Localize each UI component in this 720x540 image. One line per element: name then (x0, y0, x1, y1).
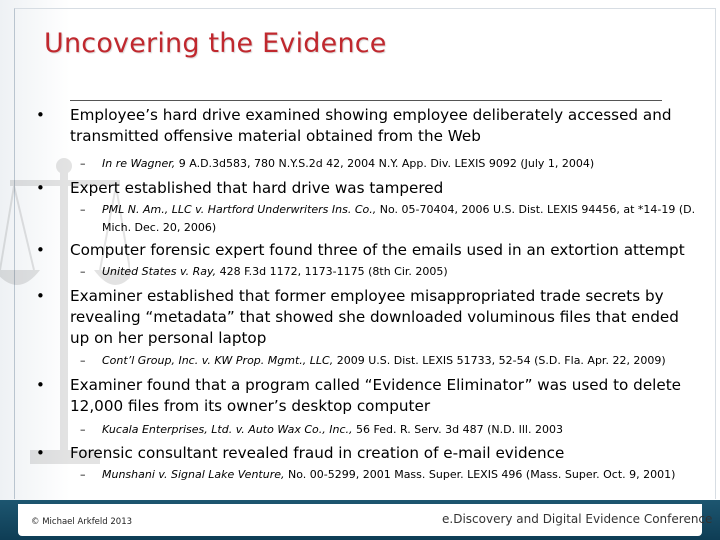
en-dash: – (80, 423, 86, 436)
bullet-dot: • (36, 444, 45, 462)
case-name: United States v. Ray, (102, 265, 217, 278)
list-item (36, 286, 696, 370)
case-name: Kucala Enterprises, Ltd. v. Auto Wax Co., Inc., (102, 423, 353, 436)
case-name: PML N. Am., LLC v. Hartford Underwriters Ins. Co., (102, 203, 377, 216)
citation-text (102, 352, 696, 370)
bullet-dot: • (36, 241, 45, 259)
case-name: Cont’l Group, Inc. v. KW Prop. Mgmt., LLC, (102, 354, 334, 367)
bullet-text: Forensic consultant revealed fraud in creation of e-mail evidence (70, 444, 565, 462)
list-item (36, 240, 696, 281)
citation-text (102, 466, 696, 484)
slide-title: Uncovering the Evidence (44, 28, 387, 59)
en-dash: – (80, 468, 86, 481)
list-item (36, 443, 696, 484)
citation-text (102, 155, 696, 173)
citation-text (102, 201, 696, 237)
bullet-text: Examiner established that former employee misappropriated trade secrets by revealing “metadata” that showed she downloaded voluminous files that ended up on her personal laptop (70, 287, 679, 347)
en-dash: – (80, 265, 86, 278)
copyright-text: © Michael Arkfeld 2013 (31, 517, 133, 527)
citation (70, 201, 696, 237)
case-cite: 9 A.D.3d583, 780 N.Y.S.2d 42, 2004 N.Y. App. Div. LEXIS 9092 (July 1, 2004) (175, 157, 595, 170)
en-dash: – (80, 354, 86, 367)
citation-text (102, 263, 696, 281)
list-item (36, 105, 696, 173)
bullet-dot: • (36, 106, 45, 124)
en-dash: – (80, 203, 86, 216)
citation-text (102, 421, 696, 439)
bullet-text: Employee’s hard drive examined showing employee deliberately accessed and transmitted offensive material obtained from the Web (70, 106, 672, 145)
case-cite: 56 Fed. R. Serv. 3d 487 (N.D. Ill. 2003 (352, 423, 563, 436)
bullet-text: Expert established that hard drive was tampered (70, 179, 444, 197)
case-cite: 2009 U.S. Dist. LEXIS 51733, 52-54 (S.D. Fla. Apr. 22, 2009) (333, 354, 666, 367)
bullet-dot: • (36, 287, 45, 305)
case-name: Munshani v. Signal Lake Venture, (102, 468, 285, 481)
citation (70, 466, 696, 484)
content-list (36, 105, 696, 484)
citation (70, 421, 696, 439)
case-cite: No. 05-70404, 2006 U.S. Dist. LEXIS 94456, at *14-19 (D. Mich. Dec. 20, 2006) (102, 203, 696, 234)
citation (70, 155, 696, 173)
bullet-dot: • (36, 376, 45, 394)
conference-name: e.Discovery and Digital Evidence Conference (442, 512, 713, 526)
en-dash: – (80, 157, 86, 170)
bullet-text: Examiner found that a program called “Evidence Eliminator” was used to delete 12,000 files from its owner’s desktop computer (70, 376, 682, 415)
list-item (36, 178, 696, 237)
case-cite: No. 00-5299, 2001 Mass. Super. LEXIS 496 (Mass. Super. Oct. 9, 2001) (284, 468, 676, 481)
citation (70, 263, 696, 281)
bullet-text: Computer forensic expert found three of the emails used in an extortion attempt (70, 241, 685, 259)
case-cite: 428 F.3d 1172, 1173-1175 (8th Cir. 2005) (216, 265, 448, 278)
bullet-dot: • (36, 179, 45, 197)
list-item (36, 375, 696, 439)
case-name: In re Wagner, (102, 157, 176, 170)
citation (70, 352, 696, 370)
title-divider (70, 100, 662, 101)
